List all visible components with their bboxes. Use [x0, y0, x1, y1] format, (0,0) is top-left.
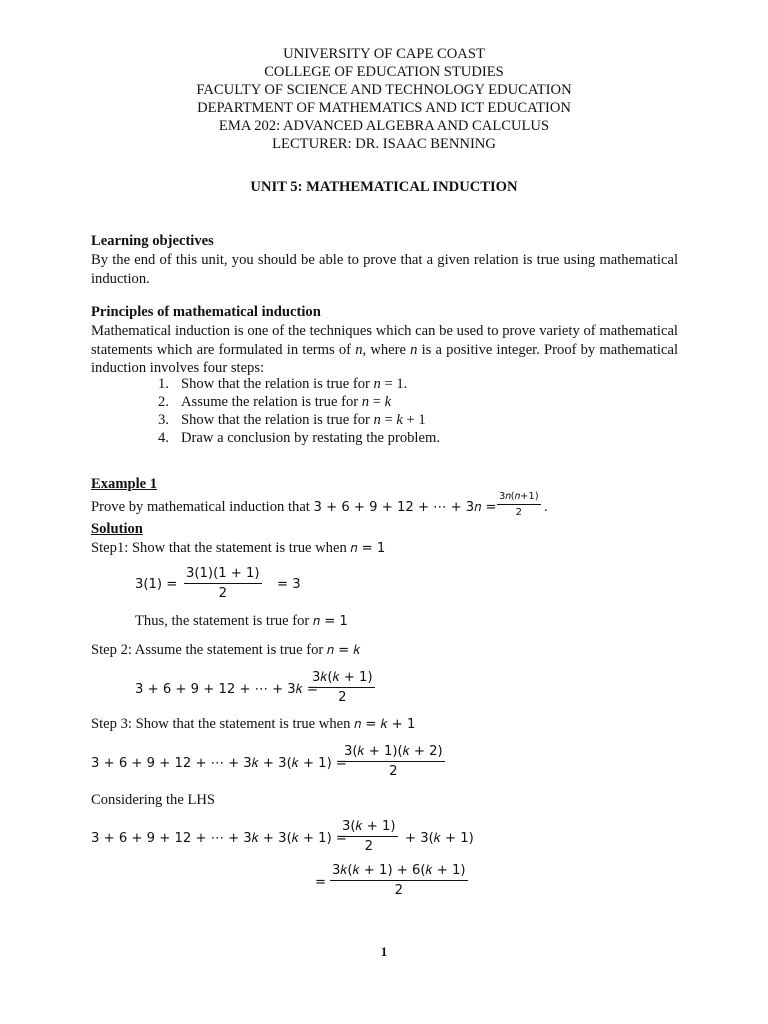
university-name: UNIVERSITY OF CAPE COAST: [283, 46, 485, 62]
step3-text: Step 3: Show that the statement is true when 𝑛 = 𝑘 + 1: [91, 716, 416, 732]
step2-lhs: 3 + 6 + 9 + 12 + ⋯ + 3𝑘 =: [135, 682, 318, 697]
step1-lhs: 3(1) =: [135, 577, 178, 592]
list-item: 3. Show that the relation is true for n = k + 1: [158, 412, 426, 428]
course-title: EMA 202: ADVANCED ALGEBRA AND CALCULUS: [218, 118, 550, 134]
step2-text: Step 2: Assume the statement is true for 𝑛 = 𝑘: [91, 642, 361, 658]
unit-title: UNIT 5: MATHEMATICAL INDUCTION: [250, 179, 518, 195]
steps-list: [158, 375, 440, 447]
step4-rhs: + 3(𝑘 + 1): [405, 831, 474, 846]
step2-fraction: 3𝑘(𝑘 + 1) 2: [312, 670, 373, 705]
step3-lhs: 3 + 6 + 9 + 12 + ⋯ + 3𝑘 + 3(𝑘 + 1) =: [91, 756, 347, 771]
objectives-text: By the end of this unit, you should be able to prove that a given relation is true using mathematical induction.: [91, 252, 678, 287]
list-item: 1. Show that the relation is true for n = 1.: [158, 376, 408, 392]
lecturer-name: LECTURER: DR. ISAAC BENNING: [272, 136, 496, 152]
list-item: 4. Draw a conclusion by restating the problem.: [158, 430, 440, 446]
page-number: 1: [380, 944, 388, 959]
series-fraction: 3𝑛(𝑛+1) 2: [499, 491, 539, 518]
step4-lhs: 3 + 6 + 9 + 12 + ⋯ + 3𝑘 + 3(𝑘 + 1) =: [91, 831, 347, 846]
step5-equals: =: [315, 875, 327, 890]
college-name: COLLEGE OF EDUCATION STUDIES: [264, 64, 504, 80]
department-name: DEPARTMENT OF MATHEMATICS AND ICT EDUCATION: [197, 100, 571, 116]
step1-rhs: = 3: [277, 577, 301, 592]
example-heading: Example 1: [91, 476, 158, 492]
step1-text: Step1: Show that the statement is true when 𝑛 = 1: [91, 540, 386, 556]
objectives-heading: Learning objectives: [91, 233, 214, 249]
solution-heading: Solution: [91, 521, 143, 537]
step3-fraction: 3(𝑘 + 1)(𝑘 + 2) 2: [344, 744, 443, 779]
principles-heading: Principles of mathematical induction: [91, 304, 321, 320]
thus-text: Thus, the statement is true for 𝑛 = 1: [135, 613, 348, 629]
example-prompt: Prove by mathematical induction that 3 + 6 + 9 + 12 + ⋯ + 3𝑛 =: [91, 499, 497, 515]
considering-text: Considering the LHS: [91, 792, 216, 808]
period: .: [544, 499, 548, 515]
principles-text: Mathematical induction is one of the techniques which can be used to prove variety of mathematical statements which are formulated in terms of n, where n is a positive integer. Proof by mathematical induction involves four steps:: [91, 323, 678, 376]
step1-fraction: 3(1)(1 + 1) 2: [186, 566, 260, 601]
step5-fraction: 3𝑘(𝑘 + 1) + 6(𝑘 + 1) 2: [332, 863, 466, 898]
faculty-name: FACULTY OF SCIENCE AND TECHNOLOGY EDUCATION: [196, 82, 572, 98]
list-item: 2. Assume the relation is true for n = k: [158, 394, 392, 410]
step4-fraction: 3(𝑘 + 1) 2: [342, 819, 396, 854]
